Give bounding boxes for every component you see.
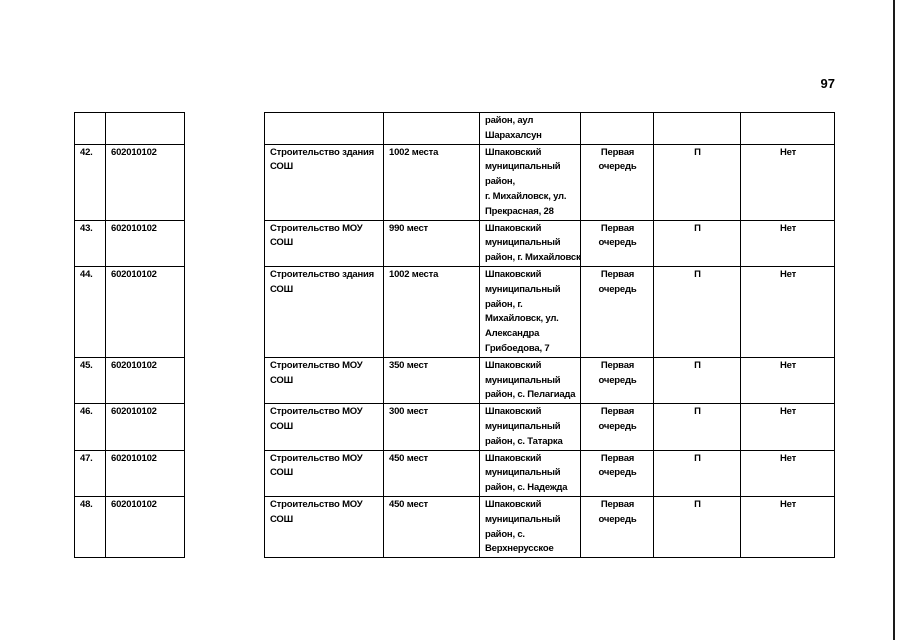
note: Нет — [779, 359, 797, 371]
note: Нет — [779, 268, 797, 280]
queue-line: Первая — [600, 146, 635, 158]
row-number-cell — [75, 144, 106, 220]
empty-cell — [185, 266, 265, 357]
object-code: 602010102 — [111, 406, 157, 418]
note-cell — [741, 220, 835, 266]
queue-line: очередь — [598, 513, 637, 525]
object-name-cell — [265, 266, 384, 357]
location-line: Шпаковский — [485, 406, 542, 418]
object-code: 602010102 — [111, 452, 157, 464]
type-cell — [654, 113, 741, 145]
object-code: 602010102 — [111, 359, 157, 371]
queue-line: Первая — [600, 359, 635, 371]
queue-cell — [581, 266, 654, 357]
object-name-line: Строительство МОУ — [270, 406, 363, 418]
location-line: Шпаковский — [485, 452, 542, 464]
capacity: 450 мест — [389, 498, 429, 510]
row-number: 43. — [80, 222, 93, 234]
location-cell — [480, 144, 581, 220]
object-name-line: Строительство МОУ — [270, 222, 363, 234]
code-cell — [106, 404, 185, 450]
note: Нет — [779, 146, 797, 158]
type-cell — [654, 266, 741, 357]
object-name-line: СОШ — [270, 420, 293, 432]
queue-cell — [581, 450, 654, 496]
capacity-cell — [384, 220, 480, 266]
location-line: муниципальный — [485, 283, 561, 295]
object-name-line: Строительство здания — [270, 146, 375, 158]
queue-line: Первая — [600, 406, 635, 418]
capacity-cell — [384, 266, 480, 357]
note-cell — [741, 450, 835, 496]
object-name-line: Строительство МОУ — [270, 498, 363, 510]
capacity: 990 мест — [389, 222, 429, 234]
location-line: Шпаковский — [485, 498, 542, 510]
location-cell — [480, 220, 581, 266]
row-number-cell — [75, 496, 106, 557]
row-number-cell — [75, 404, 106, 450]
object-name-cell — [265, 113, 384, 145]
empty-cell — [185, 113, 265, 145]
table-row — [75, 220, 835, 266]
row-number-cell — [75, 357, 106, 403]
note-cell — [741, 404, 835, 450]
row-number: 45. — [80, 359, 93, 371]
location-line: Прекрасная, 28 — [485, 205, 554, 217]
empty-cell — [185, 357, 265, 403]
object-type: П — [694, 406, 701, 418]
scan-edge-line — [893, 0, 895, 640]
code-cell — [106, 113, 185, 145]
queue-cell — [581, 220, 654, 266]
row-number-cell — [75, 220, 106, 266]
capacity: 450 мест — [389, 452, 429, 464]
note-cell — [741, 357, 835, 403]
objects-table — [74, 112, 835, 558]
object-name-cell — [265, 144, 384, 220]
location-line: муниципальный — [485, 161, 561, 173]
object-type: П — [694, 268, 701, 280]
type-cell — [654, 404, 741, 450]
code-cell — [106, 357, 185, 403]
table-row — [75, 496, 835, 557]
location-line: муниципальный — [485, 237, 561, 249]
location-line: Шпаковский — [485, 359, 542, 371]
location-line: район, г. Михайловск — [485, 252, 581, 264]
object-name-line: СОШ — [270, 237, 293, 249]
location-line: Верхнерусское — [485, 543, 554, 555]
location-cell — [480, 113, 581, 145]
type-cell — [654, 144, 741, 220]
table-row — [75, 357, 835, 403]
queue-line: Первая — [600, 498, 635, 510]
object-type: П — [694, 452, 701, 464]
object-name-line: Строительство здания — [270, 268, 375, 280]
queue-cell — [581, 404, 654, 450]
location-line: Александра — [485, 328, 540, 340]
object-name-line: СОШ — [270, 467, 293, 479]
note-cell — [741, 113, 835, 145]
location-line: муниципальный — [485, 513, 561, 525]
location-line: Шарахалсун — [485, 129, 542, 141]
location-cell — [480, 450, 581, 496]
row-number-cell — [75, 266, 106, 357]
queue-cell — [581, 357, 654, 403]
queue-line: очередь — [598, 237, 637, 249]
row-number-cell — [75, 113, 106, 145]
row-number: 47. — [80, 452, 93, 464]
queue-cell — [581, 144, 654, 220]
type-cell — [654, 496, 741, 557]
object-type: П — [694, 359, 701, 371]
table-row — [75, 144, 835, 220]
capacity: 1002 места — [389, 268, 439, 280]
location-line: муниципальный — [485, 420, 561, 432]
location-line: район, с. — [485, 528, 525, 540]
object-type: П — [694, 146, 701, 158]
code-cell — [106, 266, 185, 357]
capacity: 350 мест — [389, 359, 429, 371]
location-line: муниципальный — [485, 467, 561, 479]
object-name-cell — [265, 220, 384, 266]
empty-cell — [185, 220, 265, 266]
location-line: Шпаковский — [485, 146, 542, 158]
capacity-cell — [384, 113, 480, 145]
type-cell — [654, 220, 741, 266]
note-cell — [741, 496, 835, 557]
location-line: район, с. Надежда — [485, 482, 568, 494]
object-name-line: Строительство МОУ — [270, 452, 363, 464]
row-number: 42. — [80, 146, 93, 158]
empty-cell — [185, 450, 265, 496]
capacity-cell — [384, 404, 480, 450]
location-line: Михайловск, ул. — [485, 313, 559, 325]
row-number-cell — [75, 450, 106, 496]
location-line: Шпаковский — [485, 268, 542, 280]
location-cell — [480, 266, 581, 357]
location-cell — [480, 404, 581, 450]
table-row — [75, 404, 835, 450]
object-code: 602010102 — [111, 222, 157, 234]
note: Нет — [779, 452, 797, 464]
queue-line: Первая — [600, 452, 635, 464]
object-name-line: СОШ — [270, 374, 293, 386]
object-code: 602010102 — [111, 146, 157, 158]
object-type: П — [694, 222, 701, 234]
location-line: муниципальный — [485, 374, 561, 386]
empty-cell — [185, 496, 265, 557]
object-code: 602010102 — [111, 268, 157, 280]
capacity-cell — [384, 357, 480, 403]
object-name-line: СОШ — [270, 161, 293, 173]
code-cell — [106, 496, 185, 557]
object-name-line: СОШ — [270, 513, 293, 525]
queue-line: Первая — [600, 222, 635, 234]
queue-cell — [581, 113, 654, 145]
queue-line: Первая — [600, 268, 635, 280]
location-line: район, — [485, 176, 515, 188]
note-cell — [741, 266, 835, 357]
note: Нет — [779, 498, 797, 510]
location-line: г. Михайловск, ул. — [485, 190, 567, 202]
page-number: 97 — [820, 76, 835, 91]
object-name-cell — [265, 450, 384, 496]
location-line: Грибоедова, 7 — [485, 342, 550, 354]
code-cell — [106, 450, 185, 496]
object-type: П — [694, 498, 701, 510]
type-cell — [654, 450, 741, 496]
capacity: 300 мест — [389, 406, 429, 418]
capacity: 1002 места — [389, 146, 439, 158]
note-cell — [741, 144, 835, 220]
object-name-cell — [265, 357, 384, 403]
queue-line: очередь — [598, 467, 637, 479]
object-code: 602010102 — [111, 498, 157, 510]
capacity-cell — [384, 496, 480, 557]
capacity-cell — [384, 144, 480, 220]
location-line: Шпаковский — [485, 222, 542, 234]
code-cell — [106, 144, 185, 220]
queue-line: очередь — [598, 374, 637, 386]
row-number: 46. — [80, 406, 93, 418]
table-row — [75, 113, 835, 145]
table-row — [75, 266, 835, 357]
location-line: район, с. Татарка — [485, 435, 563, 447]
note: Нет — [779, 222, 797, 234]
object-name-cell — [265, 404, 384, 450]
location-line: район, с. Пелагиада — [485, 389, 576, 401]
row-number: 48. — [80, 498, 93, 510]
location-line: район, аул — [485, 115, 534, 126]
location-cell — [480, 357, 581, 403]
code-cell — [106, 220, 185, 266]
empty-cell — [185, 144, 265, 220]
type-cell — [654, 357, 741, 403]
location-cell — [480, 496, 581, 557]
empty-cell — [185, 404, 265, 450]
queue-line: очередь — [598, 161, 637, 173]
table-row — [75, 450, 835, 496]
object-name-line: Строительство МОУ — [270, 359, 363, 371]
note: Нет — [779, 406, 797, 418]
row-number: 44. — [80, 268, 93, 280]
location-line: район, г. — [485, 298, 523, 310]
table-body — [75, 113, 835, 558]
object-name-cell — [265, 496, 384, 557]
queue-line: очередь — [598, 283, 637, 295]
capacity-cell — [384, 450, 480, 496]
object-name-line: СОШ — [270, 283, 293, 295]
queue-line: очередь — [598, 420, 637, 432]
queue-cell — [581, 496, 654, 557]
